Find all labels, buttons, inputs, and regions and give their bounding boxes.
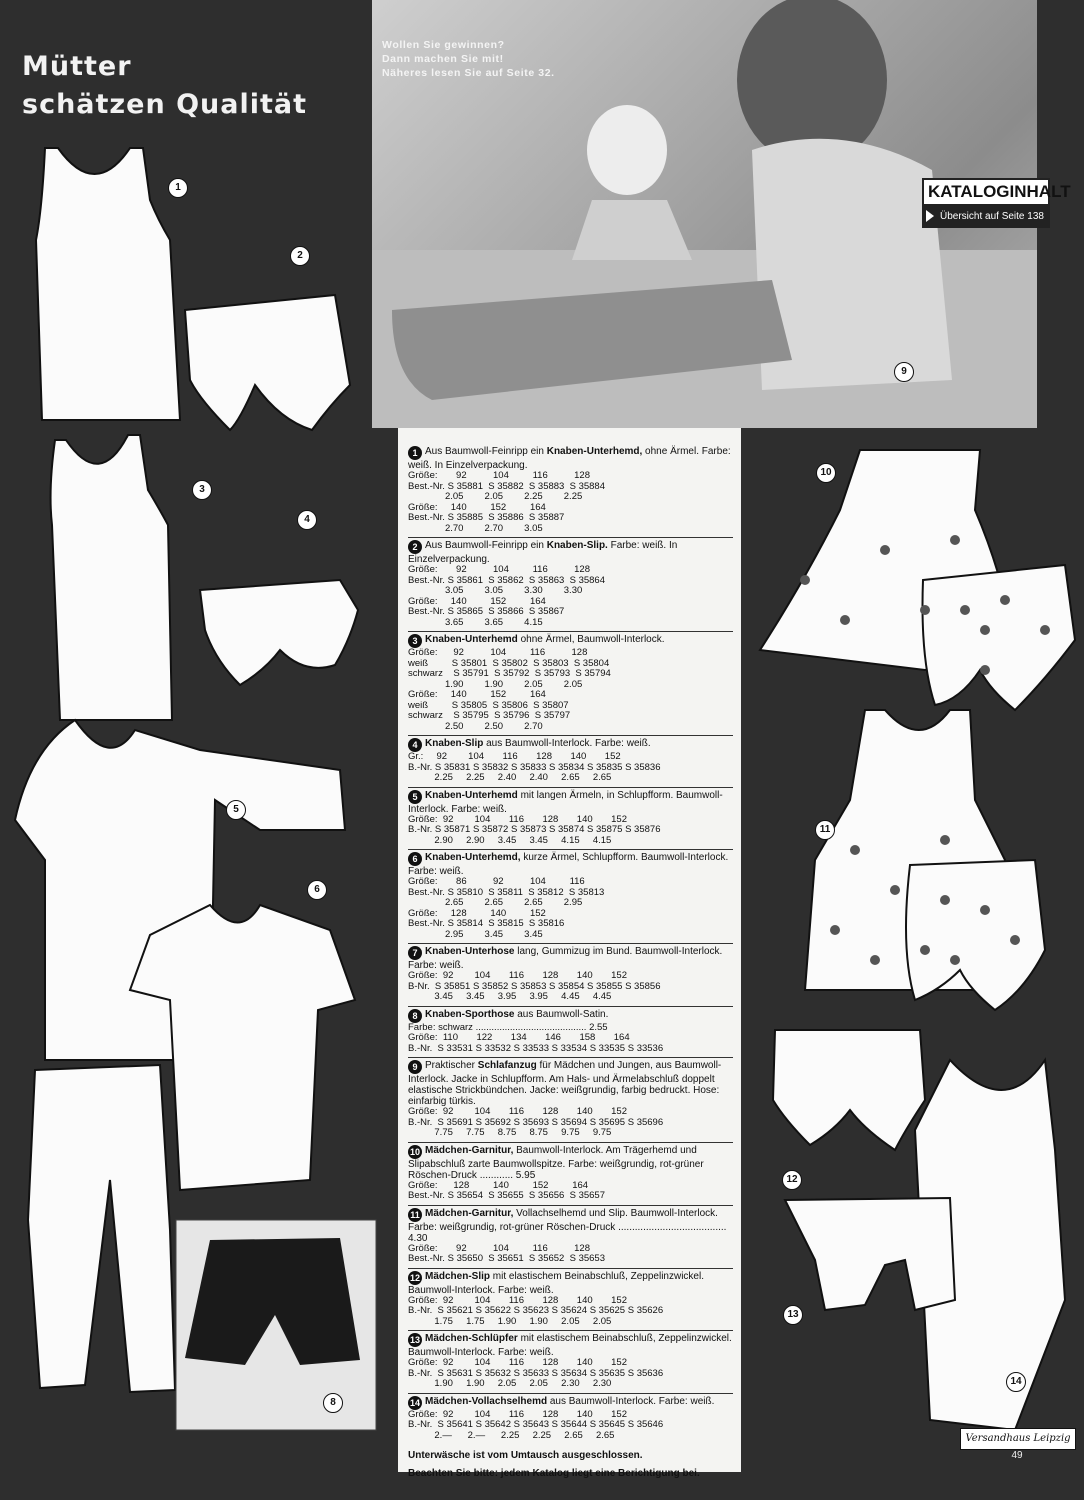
brand-logo: Versandhaus Leipzig [960,1428,1076,1450]
description-text: für Mädchen und Jungen, aus Baumwoll-Interlock. Jacke in Schlupfform. Am Hals- und Ärmelabschluß doppelt elastische Strickbündchen. Jacke: weißgrundig, farbig bedruckt. Hose: einfarbig türkis. [408,1060,722,1107]
description-text: lang, Gummizug im Bund. Baumwoll-Interlock. Farbe: weiß. [408,946,723,971]
product-description [408,738,733,752]
product-title: Knaben-Slip [425,738,484,749]
product-item [408,788,733,851]
product-title: Mädchen-Schlüpfer [425,1333,518,1344]
product-title: Knaben-Unterhemd [425,634,518,645]
product-description [408,852,733,877]
description-text: mit elastischem Beinabschluß, Zeppelinzwickel. Baumwoll-Interlock. Farbe: weiß. [408,1333,732,1358]
product-item [408,850,733,944]
illus-undershirt-3 [51,435,172,720]
illustrations-left [0,130,390,1470]
description-text: mit elastischem Beinabschluß, Zeppelinzwickel. Baumwoll-Interlock. Farbe: weiß. [408,1270,704,1296]
product-title: Knaben-Sporthose [425,1008,515,1020]
product-description [408,1333,733,1358]
item-marker-1: 1 [168,178,188,198]
item-marker-11: 11 [815,820,835,840]
item-number-badge: 10 [409,1146,420,1157]
page-number: 49 [1011,1450,1023,1461]
promo-line-3: Näheres lesen Sie auf Seite 32. [382,67,555,79]
footer-notes [398,1444,741,1480]
description-text: Farbe: weiß. In Einzelverpackung. [408,540,678,565]
size-order-table: Größe: 92 104 116 128 Best.-Nr. S 35881 S 35882 S 35883 S 35884 2.05 2.05 2.25 2.25 Größe: 140 152 164 Best.-Nr. S 35885 S 35886 S 35887 2.70 2.70 3.05 [408,470,605,534]
product-item [408,736,733,788]
size-order-table: Größe: 92 104 116 128 140 152 B.-Nr. S 35871 S 35872 S 35873 S 35874 S 35875 S 35876 2.90 2.90 3.45 3.45 4.15 4.15 [408,813,661,846]
footer-note-exchange: Unterwäsche ist vom Umtausch ausgeschlossen. [408,1450,643,1461]
product-item [408,1394,733,1445]
description-text: ohne Ärmel. Farbe: weiß. In Einzelverpackung. [408,446,731,471]
product-list [398,428,741,1444]
description-text: ohne Ärmel, Baumwoll-Interlock. [517,634,665,645]
size-order-table: Größe: 92 104 116 128 weiß S 35801 S 35802 S 35803 S 35804 schwarz S 35791 S 35792 S 35793 S 35794 1.90 1.90 2.05 2.05 Größe: 140 152 164 weiß S 35805 S 35806 S 35807 schwarz S 35795 S 35796 S 35797 2.50 2.50 2.70 [408,647,611,732]
item-number-badge: 12 [409,1272,420,1283]
item-number-badge: 7 [408,946,422,960]
product-title: Knaben-Unterhemd, [546,446,643,457]
product-item [408,944,733,1007]
item-number-badge: 13 [409,1335,420,1345]
product-description [408,1145,733,1181]
product-title: Mädchen-Garnitur, [425,1144,514,1156]
item-marker-12: 12 [782,1170,802,1190]
illus-longjohns-7 [28,1065,175,1392]
illus-briefs-2 [185,295,350,430]
size-order-table: Größe: 92 104 116 128 Best.-Nr. S 35861 S 35862 S 35863 S 35864 3.05 3.05 3.30 3.30 Größe: 140 152 164 Best.-Nr. S 35865 S 35866 S 35867 3.65 3.65 4.15 [408,564,605,628]
product-description [408,946,733,971]
product-description [408,1060,733,1107]
item-number-badge: 11 [408,1208,422,1222]
footer-note-correction: Beachten Sie bitte: jedem Katalog liegt eine Berichtigung bei. [408,1468,700,1479]
size-order-table: Größe: 92 104 116 128 140 152 B.-Nr. S 35641 S 35642 S 35643 S 35644 S 35645 S 35646 2.— 2.— 2.25 2.25 2.65 2.65 [408,1408,664,1441]
item-marker-6: 6 [307,880,327,900]
description-prefix: Aus Baumwoll-Feinripp ein [425,540,547,551]
item-marker-4: 4 [297,510,317,530]
product-description-panel [398,428,741,1479]
item-marker-14: 14 [1006,1372,1026,1392]
promo-line-2: Dann machen Sie mit! [382,53,504,65]
description-text: mit langen Ärmeln, in Schlupfform. Baumwoll-Interlock. Farbe: weiß. [408,789,723,815]
description-prefix: Aus Baumwoll-Feinripp ein [425,446,547,457]
headline-line-2: schätzen Qualität [22,89,308,120]
product-title: Schlafanzug [477,1060,537,1071]
item-marker-3: 3 [192,480,212,500]
illus-bloomers-13 [785,1198,955,1310]
promo-line-1: Wollen Sie gewinnen? [382,39,505,51]
size-order-table: Größe: 86 92 104 116 Best.-Nr. S 35810 S 35811 S 35812 S 35813 2.65 2.65 2.65 2.95 Größe: 128 140 152 Best.-Nr. S 35814 S 35815 S 35816 2.95 3.45 3.45 [408,876,605,940]
item-number-badge: 5 [408,790,422,804]
product-item [408,538,733,632]
product-item [408,1143,733,1206]
product-description [408,1208,733,1244]
size-order-table: Größe: 92 104 116 128 Best.-Nr. S 35650 S 35651 S 35652 S 35653 [408,1242,605,1264]
product-item [408,1058,733,1143]
product-title: Knaben-Slip. [546,540,608,551]
product-title: Knaben-Unterhemd [425,789,518,801]
size-order-table: Größe: 92 104 116 128 140 152 B.-Nr. S 35631 S 35632 S 35633 S 35634 S 35635 S 35636 1.90 1.90 2.05 2.05 2.30 2.30 [408,1357,664,1389]
product-title: Mädchen-Garnitur, [425,1207,514,1219]
description-text: kurze Ärmel, Schlupfform. Baumwoll-Interlock. Farbe: weiß. [408,852,729,877]
item-number-badge: 3 [408,634,422,648]
item-marker-10: 10 [816,463,836,483]
item-number-badge: 2 [408,540,422,554]
description-text: Vollachselhemd und Slip. Baumwoll-Interlock. Farbe: weißgrundig, rot-grüner Röschen-Druck ....................................... 4.30 [408,1207,727,1244]
item-marker-2: 2 [290,246,310,266]
description-text: Baumwoll-Interlock. Am Trägerhemd und Slipabschluß zarte Baumwollspitze. Farbe: weißgrundig, rot-grüner Röschen-Druck ............ 5.95 [408,1144,704,1181]
catalog-contents-link[interactable] [922,206,1050,228]
catalog-contents-subtitle: Übersicht auf Seite 138 [940,211,1044,222]
item-marker-5: 5 [226,800,246,820]
product-item [408,1007,733,1059]
item-number-badge: 8 [408,1009,422,1023]
illus-undershirt-1 [36,148,180,420]
item-number-badge: 1 [408,446,422,460]
product-description [408,634,733,648]
product-description [408,540,733,565]
item-marker-8: 8 [323,1393,343,1413]
product-item [408,1331,733,1394]
item-marker-13: 13 [783,1305,803,1325]
size-order-table: Größe: 92 104 116 128 140 152 B.-Nr. S 35691 S 35692 S 35693 S 35694 S 35695 S 35696 7.75 7.75 8.75 8.75 9.75 9.75 [408,1106,664,1138]
illus-girl-briefs-11 [906,860,1045,1010]
product-item [408,1269,733,1332]
product-description [408,1009,733,1023]
hero-photo [372,0,1071,428]
item-marker-9: 9 [894,362,914,382]
promo-text [382,38,555,80]
product-description [408,790,733,815]
product-description [408,1396,733,1410]
headline-line-1: Mütter [22,51,132,82]
product-item [408,1206,733,1269]
size-order-table: Größe: 92 104 116 128 140 152 B-Nr. S 35851 S 35852 S 35853 S 35854 S 35855 S 35856 3.45 3.45 3.95 3.95 4.45 4.45 [408,970,661,1002]
illus-girl-briefs-10 [923,565,1076,710]
size-order-table: Größe: 128 140 152 164 Best.-Nr. S 35654 S 35655 S 35656 S 35657 [408,1179,605,1201]
page-headline [22,48,307,124]
product-description [408,1271,733,1296]
product-title: Knaben-Unterhemd, [425,852,521,863]
item-number-badge: 14 [409,1397,420,1408]
description-text: aus Baumwoll-Interlock. Farbe: weiß. [547,1395,715,1407]
item-number-badge: 4 [408,738,422,752]
size-order-table: Größe: 92 104 116 128 140 152 B.-Nr. S 35621 S 35622 S 35623 S 35624 S 35625 S 35626 1.75 1.75 1.90 1.90 2.05 2.05 [408,1294,664,1327]
illus-slip-12 [773,1030,925,1150]
product-title: Mädchen-Vollachselhemd [425,1395,548,1407]
illus-briefs-4 [200,580,358,685]
description-text: aus Baumwoll-Satin. [514,1008,609,1020]
description-text: aus Baumwoll-Interlock. Farbe: weiß. [483,738,651,749]
product-title: Knaben-Unterhose [425,946,515,957]
product-description [408,446,733,471]
catalog-contents-box[interactable] [922,178,1071,230]
size-order-table: Farbe: schwarz .......................................... 2.55 Größe: 110 122 134 146 158 164 B.-Nr. S 33531 S 33532 S 33533 S 33534 S 33535 S 33536 [408,1021,664,1054]
arrow-right-icon [926,210,934,222]
catalog-contents-title: KATALOGINHALT [922,178,1050,206]
size-order-table: Gr.: 92 104 116 128 140 152 B.-Nr. S 35831 S 35832 S 35833 S 35834 S 35835 S 35836 2.25 2.25 2.40 2.40 2.65 2.65 [408,751,661,783]
description-prefix: Praktischer [425,1060,478,1071]
item-number-badge: 9 [408,1060,422,1074]
product-title: Mädchen-Slip [425,1270,491,1282]
product-item [408,632,733,736]
product-item [408,444,733,538]
item-number-badge: 6 [408,852,422,866]
